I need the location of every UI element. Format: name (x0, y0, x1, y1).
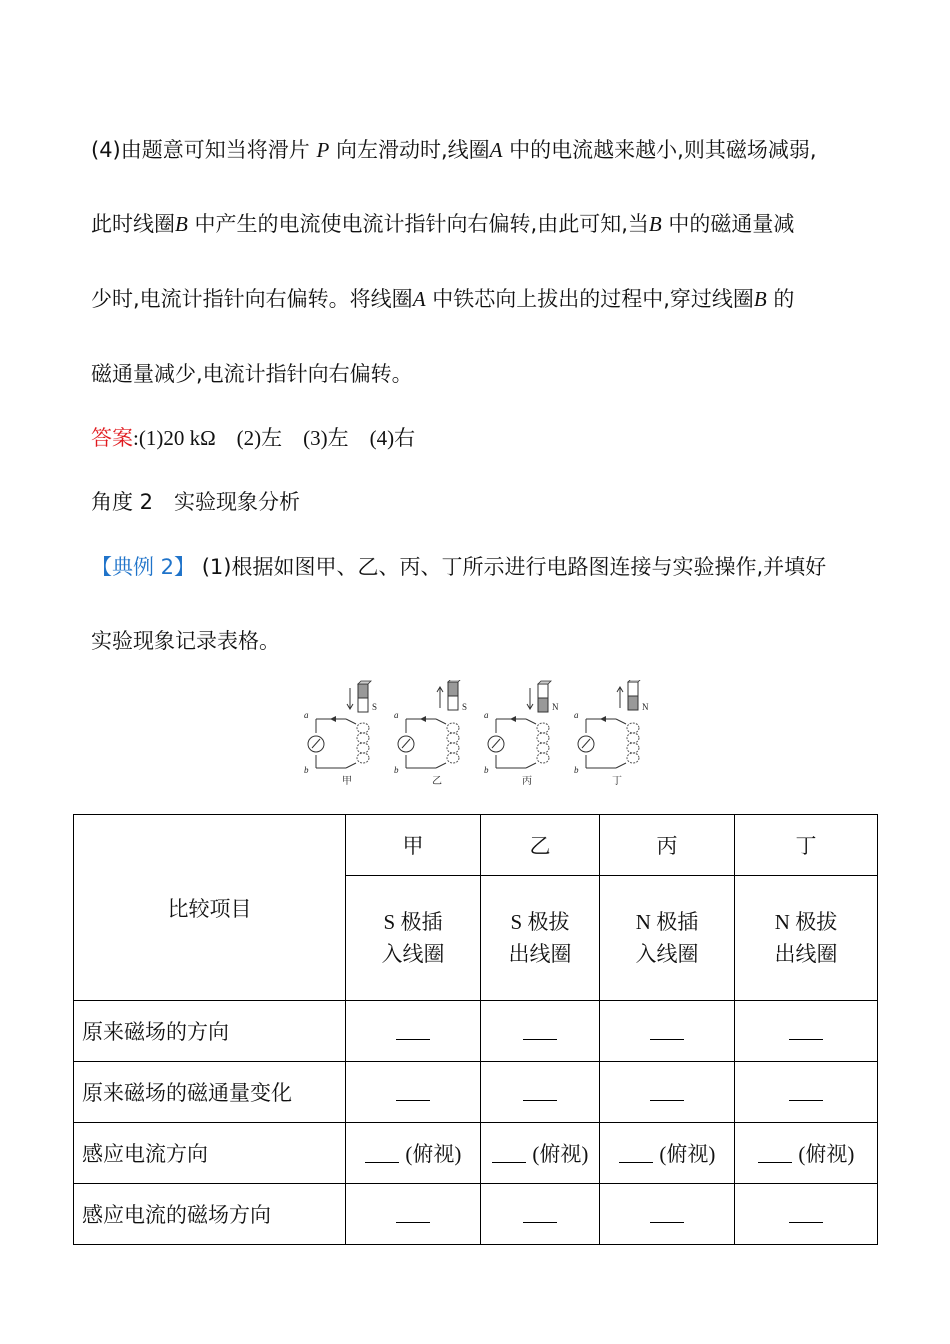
label-a: a (304, 710, 309, 720)
col-header: 丁 (735, 815, 878, 876)
para4-line1: (4)由题意可知当将滑片 P 向左滑动时,线圈A 中的电流越来越小,则其磁场减弱, (91, 138, 817, 162)
coil-turn (627, 723, 639, 733)
example-tag: 【典例 2】 (91, 555, 196, 579)
operation-cell: N 极拔 出线圈 (735, 876, 878, 1001)
magnet-pole-label: N (642, 702, 649, 712)
blank-cell[interactable] (600, 1184, 735, 1245)
example-line1: 【典例 2】 (1)根据如图甲、乙、丙、丁所示进行电路图连接与实验操作,并填好 (91, 555, 827, 579)
label-a: a (484, 710, 489, 720)
circuit-panel (398, 680, 461, 768)
record-table (73, 814, 878, 1245)
blank-cell[interactable] (735, 1062, 878, 1123)
magnet-top (628, 682, 638, 696)
blank-cell[interactable] (600, 1001, 735, 1062)
magnet-bottom (628, 696, 638, 710)
magnet-face (628, 680, 641, 682)
label-b: b (484, 765, 489, 775)
para4-line4: 磁通量减少,电流计指针向右偏转。 (91, 362, 413, 386)
panel-caption: 甲 (342, 776, 352, 787)
magnet-bottom (538, 698, 548, 712)
coil-turn (537, 743, 549, 753)
circuit-panel (578, 680, 641, 768)
panel-caption: 丙 (522, 776, 532, 787)
blank-cell[interactable]: (俯视) (735, 1123, 878, 1184)
row-label: 感应电流方向 (74, 1123, 346, 1184)
coil-lead (436, 763, 446, 768)
para4-line3: 少时,电流计指针向右偏转。将线圈A 中铁芯向上拔出的过程中,穿过线圈B 的 (91, 287, 795, 311)
panel-caption: 乙 (432, 776, 442, 787)
coil-lead (526, 719, 536, 724)
table-row (74, 1123, 878, 1184)
coil-turn (357, 733, 369, 743)
table-row (74, 815, 878, 876)
blank-cell[interactable] (481, 1001, 600, 1062)
coil-lead (616, 763, 626, 768)
col-header: 丙 (600, 815, 735, 876)
magnet-top (448, 682, 458, 696)
answer-line (91, 427, 415, 449)
blank-cell[interactable] (600, 1062, 735, 1123)
circuit-panel (488, 681, 551, 768)
current-arrow (600, 716, 606, 722)
coil-lead (526, 763, 536, 768)
magnet-pole-label: N (552, 702, 559, 712)
coil-turn (447, 733, 459, 743)
para4-line2: 此时线圈B 中产生的电流使电流计指针向右偏转,由此可知,当B 中的磁通量减 (91, 212, 795, 236)
coil-turn (357, 753, 369, 763)
coil-turn (537, 723, 549, 733)
example-line2: 实验现象记录表格。 (91, 629, 280, 653)
row-label: 感应电流的磁场方向 (74, 1184, 346, 1245)
item-header: 比较项目 (74, 815, 346, 1001)
coil-lead (346, 763, 356, 768)
blank-cell[interactable]: (俯视) (346, 1123, 481, 1184)
blank-cell[interactable] (481, 1184, 600, 1245)
label-b: b (574, 765, 579, 775)
coil-turn (357, 743, 369, 753)
coil-lead (436, 719, 446, 724)
circuit-panel (308, 681, 371, 768)
row-label: 原来磁场的方向 (74, 1001, 346, 1062)
blank-cell[interactable] (346, 1001, 481, 1062)
coil-turn (627, 743, 639, 753)
label-a: a (574, 710, 579, 720)
circuit-figure (300, 680, 670, 790)
magnet-top (538, 684, 548, 698)
answer-label: 答案 (91, 426, 133, 450)
coil-turn (447, 753, 459, 763)
coil-lead (346, 719, 356, 724)
coil-turn (357, 723, 369, 733)
magnet-pole-label: S (462, 702, 468, 712)
magnet-face (358, 681, 371, 684)
magnet-face (538, 681, 551, 684)
motion-arrow (617, 687, 623, 708)
label-a: a (394, 710, 399, 720)
operation-cell: S 极插 入线圈 (346, 876, 481, 1001)
magnet-top (358, 684, 368, 698)
col-header: 乙 (481, 815, 600, 876)
label-b: b (304, 765, 309, 775)
magnet-pole-label: S (372, 702, 378, 712)
table-row (74, 1062, 878, 1123)
table-row (74, 1184, 878, 1245)
blank-cell[interactable]: (俯视) (600, 1123, 735, 1184)
panel-caption: 丁 (612, 776, 622, 787)
coil-turn (537, 753, 549, 763)
blank-cell[interactable] (735, 1001, 878, 1062)
magnet-bottom (448, 696, 458, 710)
operation-cell: S 极拔 出线圈 (481, 876, 600, 1001)
motion-arrow (437, 687, 443, 708)
blank-cell[interactable] (735, 1184, 878, 1245)
coil-turn (627, 753, 639, 763)
blank-cell[interactable] (346, 1062, 481, 1123)
blank-cell[interactable]: (俯视) (481, 1123, 600, 1184)
coil-turn (447, 743, 459, 753)
magnet-bottom (358, 698, 368, 712)
answer-text: :(1)20 kΩ (2)左 (3)左 (4)右 (133, 426, 416, 450)
label-b: b (394, 765, 399, 775)
motion-arrow (527, 688, 533, 709)
coil-lead (616, 719, 626, 724)
current-arrow (510, 716, 516, 722)
table-row (74, 1001, 878, 1062)
row-label: 原来磁场的磁通量变化 (74, 1062, 346, 1123)
operation-cell: N 极插 入线圈 (600, 876, 735, 1001)
angle-heading: 角度 2 实验现象分析 (91, 490, 301, 514)
magnet-face (448, 680, 461, 682)
current-arrow (420, 716, 426, 722)
coil-turn (627, 733, 639, 743)
blank-cell[interactable] (346, 1184, 481, 1245)
blank-cell[interactable] (481, 1062, 600, 1123)
coil-turn (537, 733, 549, 743)
col-header: 甲 (346, 815, 481, 876)
motion-arrow (347, 688, 353, 709)
coil-turn (447, 723, 459, 733)
current-arrow (330, 716, 336, 722)
